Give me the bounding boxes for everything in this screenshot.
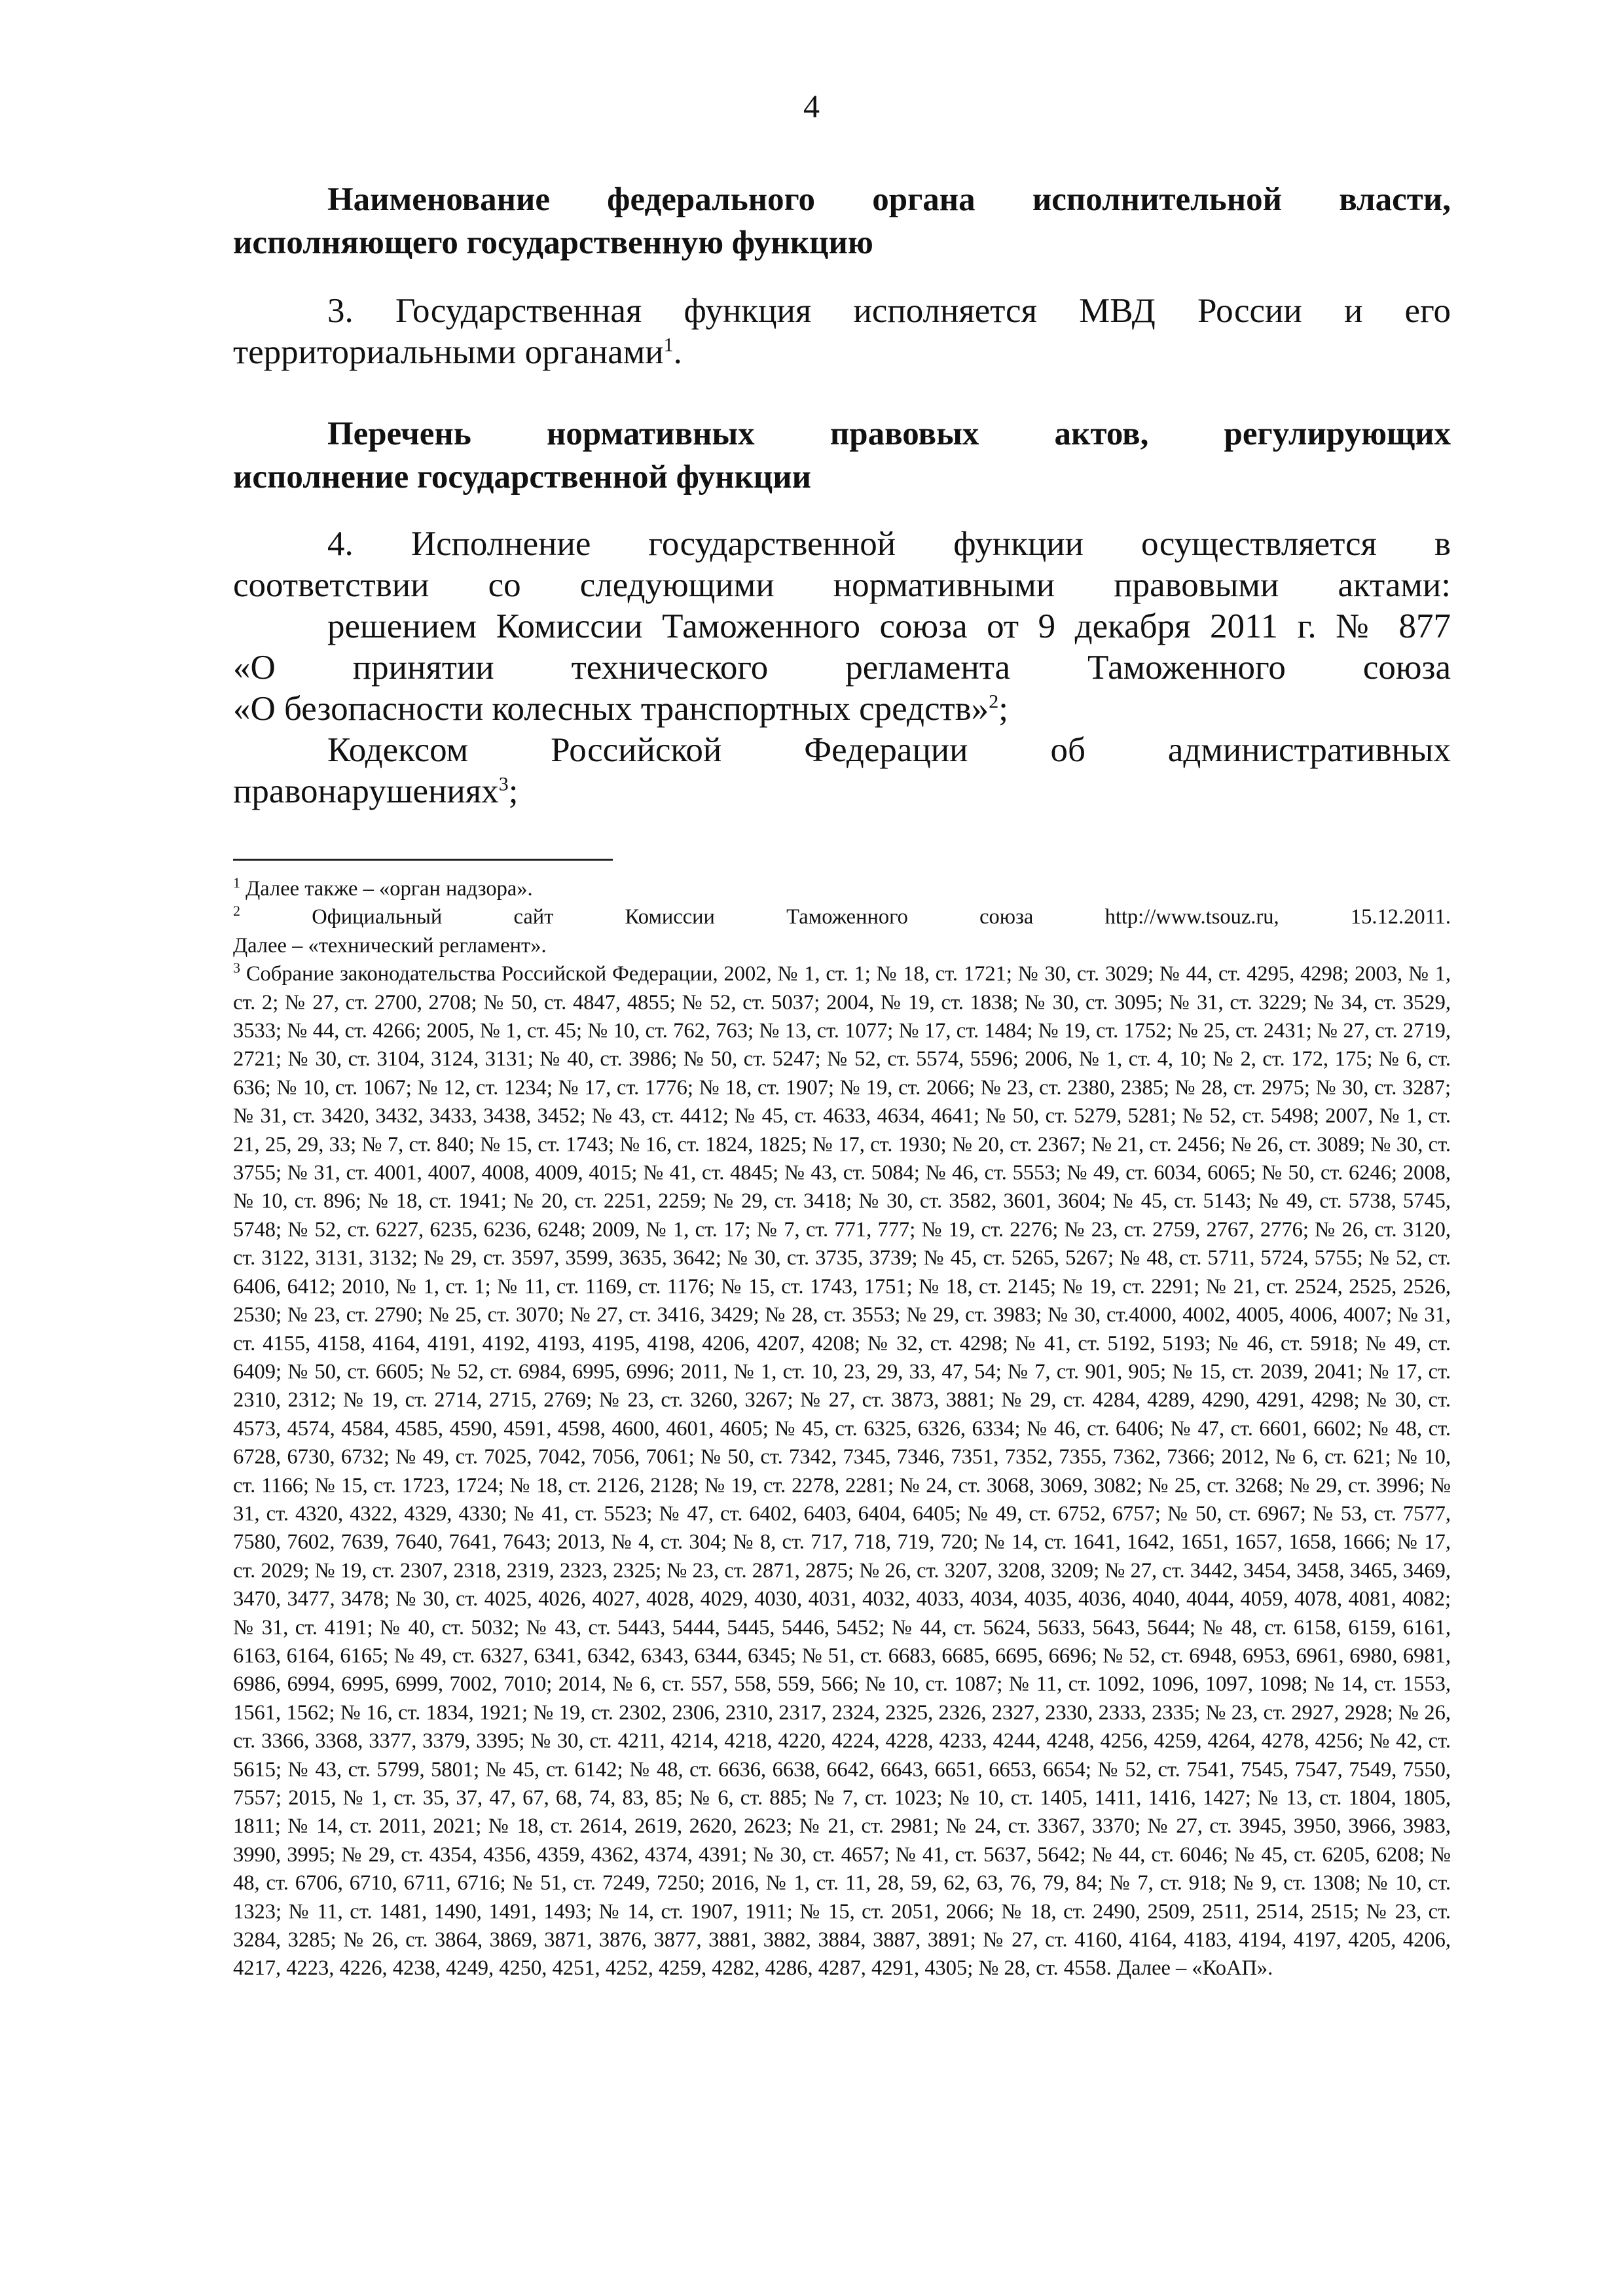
paragraph-line: 3. Государственная функция исполняется МВД России и его bbox=[327, 292, 1451, 330]
footnote-mark: 2 bbox=[233, 903, 240, 920]
list-item-line: «О безопасности колесных транспортных средств» bbox=[233, 690, 989, 728]
heading-line: исполнение государственной функции bbox=[233, 459, 812, 495]
footnote-text: Собрание законодательства Российской Федерации, 2002, № 1, ст. 1; № 18, ст. 1721; № 30, ст. 3029; № 44, ст. 4295, 4298; 2003, № 1, ст. 2; № 27, ст. 2700, 2708; № 50, ст. 4847, 4855; № 52, ст. 5037; 2004, № 19, ст. 1838; № 30, ст. 3095; № 31, ст. 3229; № 34, ст. 3529, 3533; № 44, ст. 4266; 2005, № 1, ст. 45; № 10, ст. 762, 763; № 13, ст. 1077; № 17, ст. 1484; № 19, ст. 1752; № 25, ст. 2431; № 27, ст. 2719, 2721; № 30, ст. 3104, 3124, 3131; № 40, ст. 3986; № 50, ст. 5247; № 52, ст. 5574, 5596; 2006, № 1, ст. 4, 10; № 2, ст. 172, 175; № 6, ст. 636; № 10, ст. 1067; № 12, ст. 1234; № 17, ст. 1776; № 18, ст. 1907; № 19, ст. 2066; № 23, ст. 2380, 2385; № 28, ст. 2975; № 30, ст. 3287; № 31, ст. 3420, 3432, 3433, 3438, 3452; № 43, ст. 4412; № 45, ст. 4633, 4634, 4641; № 50, ст. 5279, 5281; № 52, ст. 5498; 2007, № 1, ст. 21, 25, 29, 33; № 7, ст. 840; № 15, ст. 1743; № 16, ст. 1824, 1825; № 17, ст. 1930; № 20, ст. 2367; № 21, ст. 2456; № 26, ст. 3089; № 30, ст. 3755; № 31, ст. 4001, 4007, 4008, 4009, 4015; № 41, ст. 4845; № 43, ст. 5084; № 46, ст. 5553; № 49, ст. 6034, 6065; № 50, ст. 6246; 2008, № 10, ст. 896; № 18, ст. 1941; № 20, ст. 2251, 2259; № 29, ст. 3418; № 30, ст. 3582, 3601, 3604; № 45, ст. 5143; № 49, ст. 5738, 5745, 5748; № 52, ст. 6227, 6235, 6236, 6248; 2009, № 1, ст. 17; № 7, ст. 771, 777; № 19, ст. 2276; № 23, ст. 2759, 2767, 2776; № 26, ст. 3120, ст. 3122, 3131, 3132; № 29, ст. 3597, 3599, 3635, 3642; № 30, ст. 3735, 3739; № 45, ст. 5265, 5267; № 48, ст. 5711, 5724, 5755; № 52, ст. 6406, 6412; 2010, № 1, ст. 1; № 11, ст. 1169, ст. 1176; № 15, ст. 1743, 1751; № 18, ст. 2145; № 19, ст. 2291; № 21, ст. 2524, 2525, 2526, 2530; № 23, ст. 2790; № 25, ст. 3070; № 27, ст. 3416, 3429; № 28, ст. 3553; № 29, ст. 3983; № 30, ст.4000, 4002, 4005, 4006, 4007; № 31, ст. 4155, 4158, 4164, 4191, 4192, 4193, 4195, 4198, 4206, 4207, 4208; № 32, ст. 4298; № 41, ст. 5192, 5193; № 46, ст. 5918; № 49, ст. 6409; № 50, ст. 6605; № 52, ст. 6984, 6995, 6996; 2011, № 1, ст. 10, 23, 29, 33, 47, 54; № 7, ст. 901, 905; № 15, ст. 2039, 2041; № 17, ст. 2310, 2312; № 19, ст. 2714, 2715, 2769; № 23, ст. 3260, 3267; № 27, ст. 3873, 3881; № 29, ст. 4284, 4289, 4290, 4291, 4298; № 30, ст. 4573, 4574, 4584, 4585, 4590, 4591, 4598, 4600, 4601, 4605; № 45, ст. 6325, 6326, 6334; № 46, ст. 6406; № 47, ст. 6601, 6602; № 48, ст. 6728, 6730, 6732; № 49, ст. 7025, 7042, 7056, 7061; № 50, ст. 7342, 7345, 7346, 7351, 7352, 7355, 7362, 7366; 2012, № 6, ст. 621; № 10, ст. 1166; № 15, ст. 1723, 1724; № 18, ст. 2126, 2128; № 19, ст. 2278, 2281; № 24, ст. 3068, 3069, 3082; № 25, ст. 3268; № 29, ст. 3996; № 31, ст. 4320, 4322, 4329, 4330; № 41, ст. 5523; № 47, ст. 6402, 6403, 6404, 6405; № 49, ст. 6752, 6757; № 50, ст. 6967; № 53, ст. 7577, 7580, 7602, 7639, 7640, 7641, 7643; 2013, № 4, ст. 304; № 8, ст. 717, 718, 719, 720; № 14, ст. 1641, 1642, 1651, 1657, 1658, 1666; № 17, ст. 2029; № 19, ст. 2307, 2318, 2319, 2323, 2325; № 23, ст. 2871, 2875; № 26, ст. 3207, 3208, 3209; № 27, ст. 3442, 3454, 3458, 3465, 3469, 3470, 3477, 3478; № 30, ст. 4025, 4026, 4027, 4028, 4029, 4030, 4031, 4032, 4033, 4034, 4035, 4036, 4040, 4044, 4059, 4078, 4081, 4082; № 31, ст. 4191; № 40, ст. 5032; № 43, ст. 5443, 5444, 5445, 5446, 5452; № 44, ст. 5624, 5633, 5643, 5644; № 48, ст. 6158, 6159, 6161, 6163, 6164, 6165; № 49, ст. 6327, 6341, 6342, 6343, 6344, 6345; № 51, ст. 6683, 6685, 6695, 6696; № 52, ст. 6948, 6953, 6961, 6980, 6981, 6986, 6994, 6995, 6999, 7002, 7010; 2014, № 6, ст. 557, 558, 559, 566; № 10, ст. 1087; № 11, ст. 1092, 1096, 1097, 1098; № 14, ст. 1553, 1561, 1562; № 16, ст. 1834, 1921; № 19, ст. 2302, 2306, 2310, 2317, 2324, 2325, 2326, 2327, 2330, 2333, 2335; № 23, ст. 2927, 2928; № 26, ст. 3366, 3368, 3377, 3379, 3395; № 30, ст. 4211, 4214, 4218, 4220, 4224, 4228, 4233, 4244, 4248, 4256, 4259, 4264, 4278, 4256; № 42, ст. 5615; № 43, ст. 5799, 5801; № 45, ст. 6142; № 48, ст. 6636, 6638, 6642, 6643, 6651, 6653, 6654; № 52, ст. 7541, 7545, 7547, 7549, 7550, 7557; 2015, № 1, ст. 35, 37, 47, 67, 68, 74, 83, 85; № 6, ст. 885; № 7, ст. 1023; № 10, ст. 1405, 1411, 1416, 1427; № 13, ст. 1804, 1805, 1811; № 14, ст. 2011, 2021; № 18, ст. 2614, 2619, 2620, 2623; № 21, ст. 2981; № 24, ст. 3367, 3370; № 27, ст. 3945, 3950, 3966, 3983, 3990, 3995; № 29, ст. 4354, 4356, 4359, 4362, 4374, 4391; № 30, ст. 4657; № 41, ст. 5637, 5642; № 44, ст. 6046; № 45, ст. 6205, 6208; № 48, ст. 6706, 6710, 6711, 6716; № 51, ст. 7249, 7250; 2016, № 1, ст. 11, 28, 59, 62, 63, 76, 79, 84; № 7, ст. 918; № 9, ст. 1308; № 10, ст. 1323; № 11, ст. 1481, 1490, 1491, 1493; № 14, ст. 1907, 1911; № 15, ст. 2051, 2066; № 18, ст. 2490, 2509, 2511, 2514, 2515; № 23, ст. 3284, 3285; № 26, ст. 3864, 3869, 3871, 3876, 3877, 3881, 3882, 3884, 3887, 3891; № 27, ст. 4160, 4164, 4183, 4194, 4197, 4205, 4206, 4217, 4223, 4226, 4238, 4249, 4250, 4251, 4252, 4259, 4282, 4286, 4287, 4291, 4305; № 28, ст. 4558. Далее – «КоАП». bbox=[233, 962, 1451, 1981]
footnote-text: Официальный сайт Комиссии Таможенного союза http://www.tsouz.ru, 15.12.2011. bbox=[240, 905, 1451, 929]
list-item-line: «О принятии технического регламента Таможенного союза bbox=[233, 649, 1451, 687]
footnotes bbox=[233, 875, 1451, 1983]
heading-line: исполняющего государственную функцию bbox=[233, 224, 873, 261]
footnote-separator bbox=[233, 859, 613, 861]
punctuation: ; bbox=[998, 690, 1008, 728]
section-heading-legal-acts bbox=[233, 412, 1451, 499]
footnote-mark: 1 bbox=[233, 874, 240, 891]
footnote-2 bbox=[233, 903, 1451, 960]
footnote-3 bbox=[233, 960, 1451, 1983]
list-item-line: правонарушениях bbox=[233, 772, 499, 810]
paragraph-line: 4. Исполнение государственной функции осуществляется в bbox=[327, 525, 1451, 563]
footnote-ref[interactable]: 3 bbox=[498, 773, 509, 795]
paragraph-4 bbox=[233, 524, 1451, 812]
footnote-text: Далее – «технический регламент». bbox=[233, 933, 547, 958]
page-number: 4 bbox=[803, 88, 820, 124]
list-item-line: решением Комиссии Таможенного союза от 9 декабря 2011 г. № 877 bbox=[327, 607, 1451, 645]
paragraph-3 bbox=[233, 291, 1451, 373]
punctuation: . bbox=[673, 333, 682, 371]
footnote-mark: 3 bbox=[233, 960, 240, 977]
paragraph-line: соответствии со следующими нормативными правовыми актами: bbox=[233, 566, 1451, 604]
section-heading-executing-body bbox=[233, 178, 1451, 264]
footnote-1 bbox=[233, 875, 1451, 903]
punctuation: ; bbox=[508, 772, 519, 810]
heading-line: Наименование федерального органа исполнительной власти, bbox=[327, 181, 1451, 218]
footnote-ref[interactable]: 2 bbox=[989, 691, 999, 713]
list-item-line: Кодексом Российской Федерации об административных bbox=[327, 731, 1451, 769]
heading-line: Перечень нормативных правовых актов, регулирующих bbox=[327, 416, 1451, 452]
footnote-ref[interactable]: 1 bbox=[663, 334, 674, 356]
paragraph-line: территориальными органами bbox=[233, 333, 664, 371]
footnote-text: Далее также – «орган надзора». bbox=[240, 877, 533, 901]
